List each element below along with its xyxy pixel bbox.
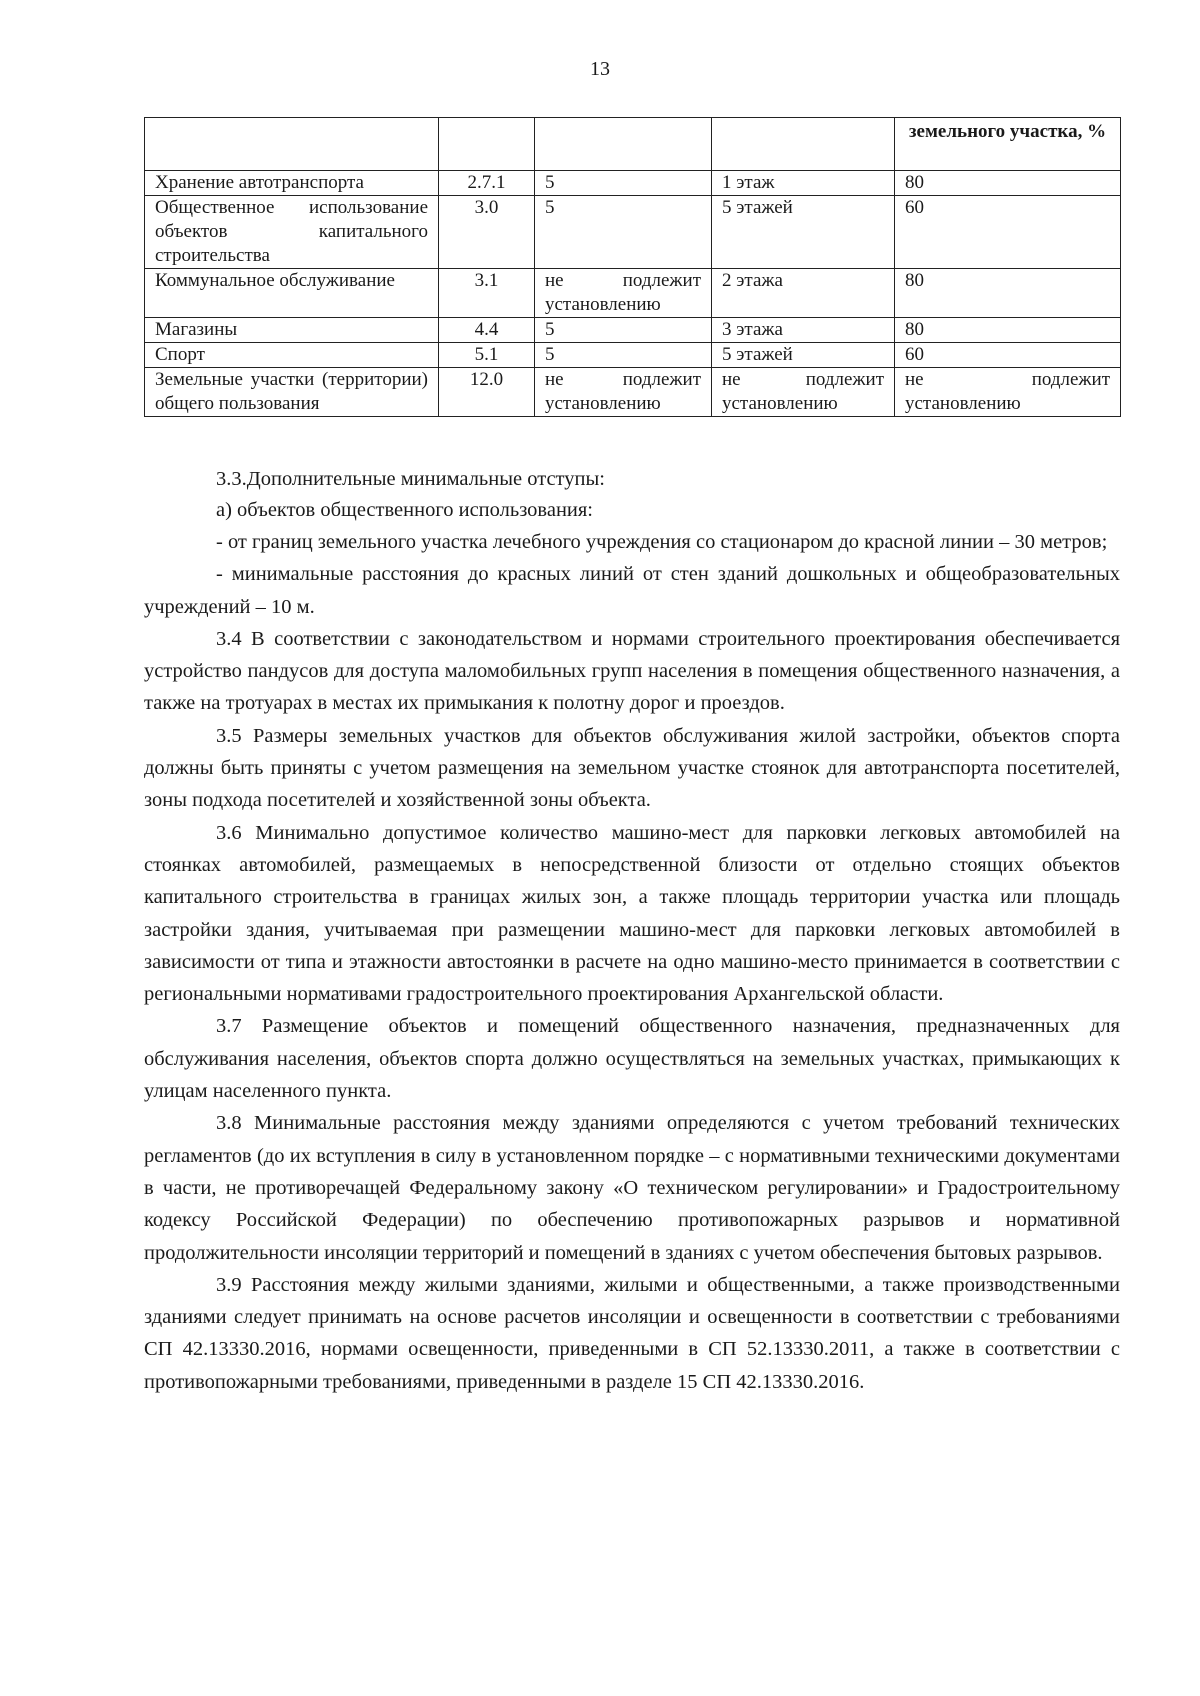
table-cell: не подлежит установлению (712, 368, 895, 417)
table-cell: 5 (535, 171, 712, 196)
table-cell: 5 (535, 196, 712, 269)
table-cell: не подлежит установлению (535, 269, 712, 318)
paragraph-3-9: 3.9 Расстояния между жилыми зданиями, жилыми и общественными, а также производственными зданиями следует принимать на основе расчетов инсоляции и освещенности в соответствии с требованиями СП 42.13330.2016, нормами освещенности, приведенными в СП 52.13330.2011, а также в соответствии с противопожарными требованиями, приведенными в разделе 15 СП 42.13330.2016. (144, 1273, 1120, 1393)
table-cell: 80 (895, 171, 1121, 196)
table-cell: не подлежит установлению (535, 368, 712, 417)
table-row (145, 343, 1121, 368)
table-cell: Магазины (145, 318, 439, 343)
table-row (145, 196, 1121, 269)
table-cell: 3.0 (439, 196, 535, 269)
paragraph-3-7: 3.7 Размещение объектов и помещений общественного назначения, предназначенных для обслуживания населения, объектов спорта должно осуществляться на земельных участках, примыкающих к улицам населенного пункта. (144, 1015, 1120, 1103)
paragraph-3-6: 3.6 Минимально допустимое количество машино-мест для парковки легковых автомобилей на стоянках автомобилей, размещаемых в непосредственной близости от отдельно стоящих объектов капитального строительства в границах жилых зон, а также площадь территории участка или площадь застройки здания, учитываемая при размещении машино-мест для парковки легковых автомобилей в зависимости от типа и этажности автостоянки в расчете на одно машино-место принимается в соответствии с региональными нормативами градостроительного проектирования Архангельской области. (144, 821, 1120, 1006)
paragraph-3-3-a: а) объектов общественного использования: (216, 499, 594, 521)
paragraph-3-3: 3.3.Дополнительные минимальные отступы: (216, 468, 605, 490)
table-cell: 12.0 (439, 368, 535, 417)
table-row (145, 318, 1121, 343)
paragraph-3-3-indent-1: - от границ земельного участка лечебного учреждения со стационаром до красной линии – 30 метров; (216, 531, 1108, 553)
table-cell: 60 (895, 196, 1121, 269)
table-cell: 1 этаж (712, 171, 895, 196)
table-cell: 4.4 (439, 318, 535, 343)
table-cell: Земельные участки (территории) общего пользования (145, 368, 439, 417)
table-cell: Спорт (145, 343, 439, 368)
table-cell: 3.1 (439, 269, 535, 318)
table-header-cell (145, 118, 439, 171)
table-cell: 3 этажа (712, 318, 895, 343)
table-header-cell (535, 118, 712, 171)
table-cell: Хранение автотранспорта (145, 171, 439, 196)
table-row (145, 171, 1121, 196)
table-cell: 60 (895, 343, 1121, 368)
table-header-cell (439, 118, 535, 171)
paragraph-3-3-indent-2: - минимальные расстояния до красных линий от стен зданий дошкольных и общеобразовательных учреждений – 10 м. (144, 563, 1120, 618)
table-cell: 5 этажей (712, 196, 895, 269)
table-cell: 5 этажей (712, 343, 895, 368)
table-cell: Коммунальное обслуживание (145, 269, 439, 318)
table-cell: 80 (895, 318, 1121, 343)
paragraph-3-5: 3.5 Размеры земельных участков для объектов обслуживания жилой застройки, объектов спорта должны быть приняты с учетом размещения на земельном участке стоянок для автотранспорта посетителей, зоны подхода посетителей и хозяйственной зоны объекта. (144, 724, 1120, 812)
table-header-cell: земельного участка, % (895, 118, 1121, 171)
paragraph-3-4: 3.4 В соответствии с законодательством и нормами строительного проектирования обеспечивается устройство пандусов для доступа маломобильных групп населения в помещения общественного назначения, а также на тротуарах в местах их примыкания к полотну дорог и проездов. (144, 627, 1120, 715)
table-cell: Общественное использование объектов капитального строительства (145, 196, 439, 269)
table-row (145, 368, 1121, 417)
table-row (145, 269, 1121, 318)
table-cell: 2.7.1 (439, 171, 535, 196)
zoning-parameters-table (144, 117, 1121, 417)
document-body (144, 464, 1120, 1398)
table-cell: 5.1 (439, 343, 535, 368)
table-header-row (145, 118, 1121, 171)
table-cell: 2 этажа (712, 269, 895, 318)
table-cell: не подлежит установлению (895, 368, 1121, 417)
table-cell: 80 (895, 269, 1121, 318)
paragraph-3-8: 3.8 Минимальные расстояния между зданиями определяются с учетом требований технических регламентов (до их вступления в силу в установленном порядке – с нормативными техническими документами в части, не противоречащей Федеральному закону «О техническом регулировании» и Градостроительному кодексу Российской Федерации) по обеспечению противопожарных разрывов и нормативной продолжительности инсоляции территорий и помещений в зданиях с учетом обеспечения бытовых разрывов. (144, 1112, 1120, 1264)
table-header-cell (712, 118, 895, 171)
table-cell: 5 (535, 343, 712, 368)
page-number: 13 (590, 58, 610, 80)
table-cell: 5 (535, 318, 712, 343)
